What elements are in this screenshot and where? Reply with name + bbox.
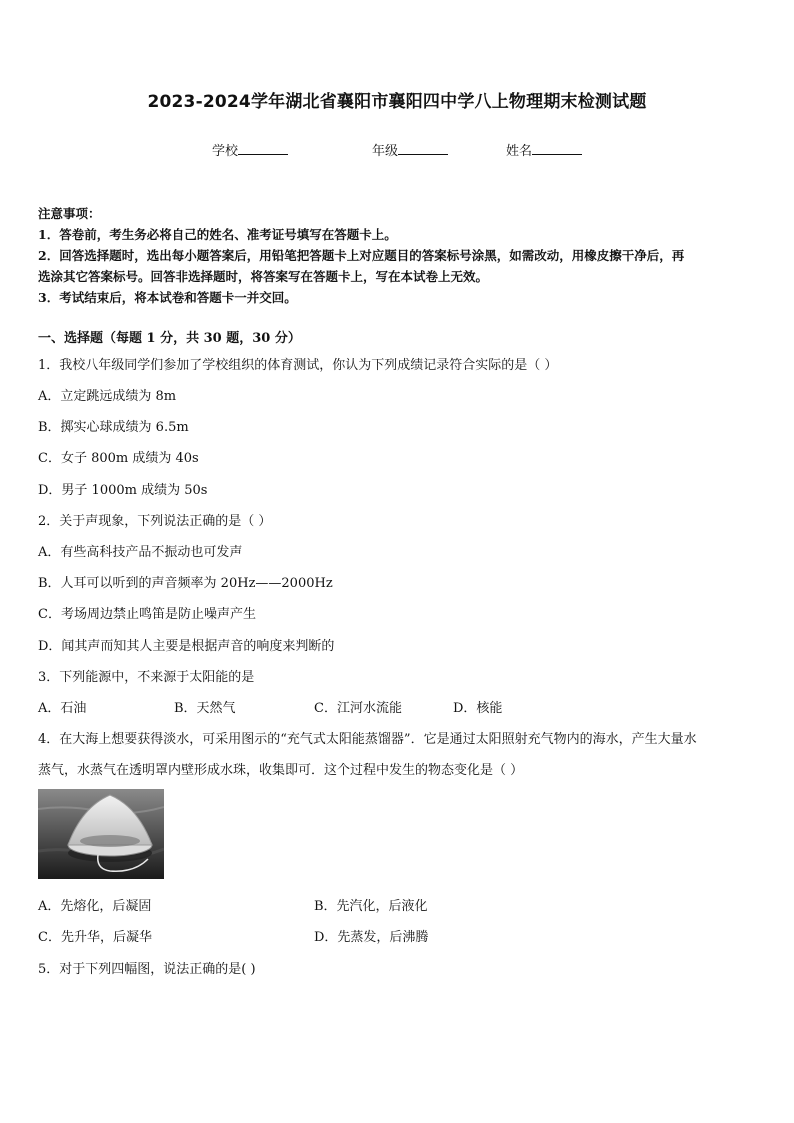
question-3-stem: 3．下列能源中，不来源于太阳能的是 — [38, 670, 255, 685]
grade-field — [372, 140, 448, 159]
notes-item: 1．答卷前，考生务必将自己的姓名、准考证号填写在答题卡上。 — [38, 227, 397, 242]
solar-still-illustration — [38, 789, 164, 879]
name-label: 姓名 — [506, 144, 533, 159]
question-4-stem-line-2: 蒸气，水蒸气在透明罩内壁形成水珠，收集即可．这个过程中发生的物态变化是（ ） — [38, 763, 524, 778]
grade-label: 年级 — [372, 144, 399, 159]
grade-blank — [398, 142, 448, 155]
notes-item: 选涂其它答案标号。回答非选择题时，将答案写在答题卡上，写在本试卷上无效。 — [38, 269, 489, 284]
question-2-option-c: C．考场周边禁止鸣笛是防止噪声产生 — [38, 607, 256, 622]
question-4-option-c: C．先升华，后凝华 — [38, 930, 152, 945]
question-4-option-a: A．先熔化，后凝固 — [38, 899, 152, 914]
question-2-option-a: A．有些高科技产品不振动也可发声 — [38, 545, 243, 560]
name-field — [506, 140, 582, 159]
school-field — [212, 140, 288, 159]
notes-item: 2．回答选择题时，选出每小题答案后，用铅笔把答题卡上对应题目的答案标号涂黑，如需改动，用橡皮擦干净后，再 — [38, 248, 685, 263]
solar-still-photo — [38, 789, 164, 879]
notes-block — [38, 203, 760, 308]
question-2-option-b: B．人耳可以听到的声音频率为 20Hz——2000Hz — [38, 576, 333, 591]
question-4-option-d: D．先蒸发，后沸腾 — [314, 930, 429, 945]
section-heading: 一、选择题（每题 1 分，共 30 题，30 分） — [38, 331, 301, 346]
question-5-stem: 5．对于下列四幅图，说法正确的是( ) — [38, 962, 256, 977]
question-3-option-a: A．石油 — [38, 701, 87, 716]
question-3-option-c: C．江河水流能 — [314, 701, 402, 716]
question-4-option-b: B．先汽化，后液化 — [314, 899, 428, 914]
name-blank — [532, 142, 582, 155]
question-1-option-b: B．掷实心球成绩为 6.5m — [38, 420, 189, 435]
question-1-option-a: A．立定跳远成绩为 8m — [38, 389, 177, 404]
question-2-option-d: D．闻其声而知其人主要是根据声音的响度来判断的 — [38, 639, 335, 654]
school-blank — [238, 142, 288, 155]
question-1-option-c: C．女子 800m 成绩为 40s — [38, 451, 199, 466]
question-3-option-d: D．核能 — [453, 701, 503, 716]
question-3-option-b: B．天然气 — [174, 701, 236, 716]
notes-heading: 注意事项： — [38, 206, 101, 221]
question-1-option-d: D．男子 1000m 成绩为 50s — [38, 483, 208, 498]
question-1-stem: 1．我校八年级同学们参加了学校组织的体育测试，你认为下列成绩记录符合实际的是（ ） — [38, 358, 558, 373]
question-4-stem-line-1: 4．在大海上想要获得淡水，可采用图示的“充气式太阳能蒸馏器”．它是通过太阳照射充气物内的海水，产生大量水 — [38, 732, 697, 747]
question-2-stem: 2．关于声现象，下列说法正确的是（ ） — [38, 514, 272, 529]
notes-item: 3．考试结束后，将本试卷和答题卡一并交回。 — [38, 290, 297, 305]
school-label: 学校 — [212, 144, 239, 159]
page-title: 2023-2024学年湖北省襄阳市襄阳四中学八上物理期末检测试题 — [147, 92, 647, 112]
